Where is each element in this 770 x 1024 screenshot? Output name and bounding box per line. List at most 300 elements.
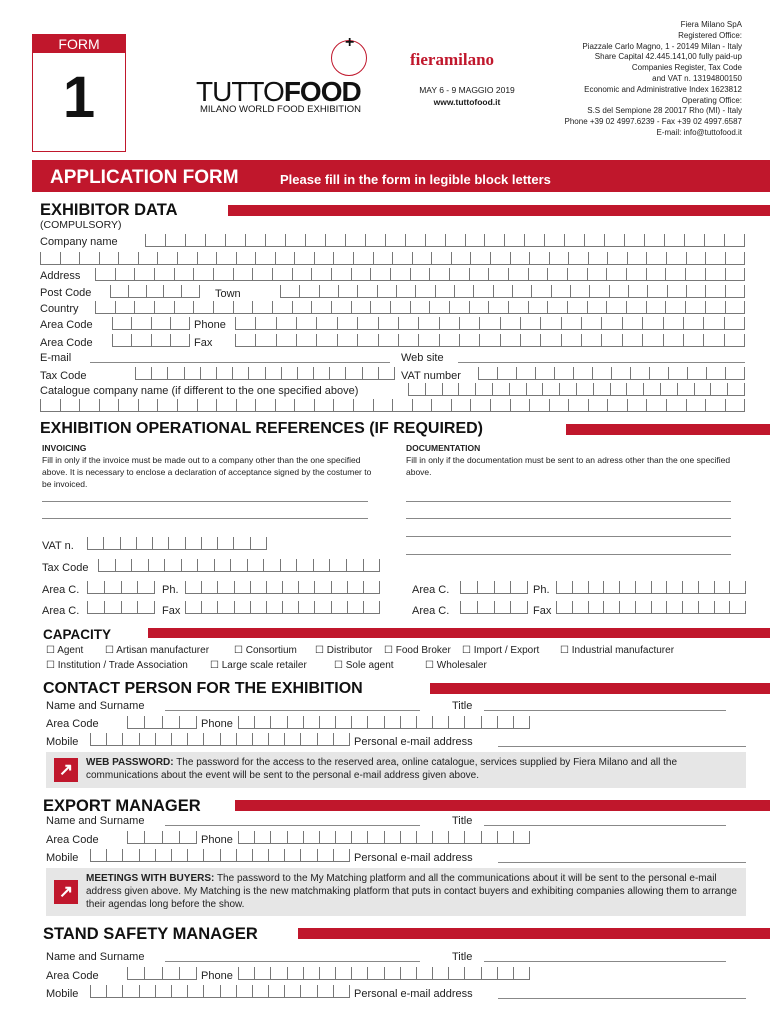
documentation-line-2[interactable] [406,518,731,519]
char-box[interactable] [362,367,378,380]
char-box[interactable] [99,252,119,265]
char-box[interactable] [337,334,357,347]
char-box[interactable] [213,268,233,281]
char-box[interactable] [275,399,295,412]
char-box[interactable] [333,252,353,265]
char-box[interactable] [705,399,725,412]
char-box[interactable] [540,317,560,330]
char-box[interactable] [144,716,161,729]
char-box[interactable] [255,334,275,347]
char-box[interactable] [325,234,345,247]
char-box[interactable] [98,559,115,572]
char-box[interactable] [152,537,168,550]
char-box[interactable] [276,317,296,330]
char-box[interactable] [171,985,187,998]
char-box[interactable] [287,716,303,729]
char-box[interactable] [214,559,231,572]
char-box[interactable] [619,601,635,614]
char-box[interactable] [370,268,390,281]
char-box[interactable] [682,601,698,614]
char-box[interactable] [370,301,390,314]
char-box[interactable] [415,285,434,298]
char-box[interactable] [179,716,197,729]
char-box[interactable] [87,581,104,594]
char-box[interactable] [724,317,745,330]
char-box[interactable] [181,559,198,572]
char-box[interactable] [416,967,432,980]
char-box[interactable] [134,301,154,314]
char-box[interactable] [179,831,197,844]
char-box[interactable] [694,383,711,396]
char-box[interactable] [601,317,621,330]
char-box[interactable] [331,581,347,594]
char-box[interactable] [567,301,587,314]
char-box[interactable] [329,367,345,380]
char-box[interactable] [416,831,432,844]
char-box[interactable] [335,831,351,844]
char-box[interactable] [127,967,144,980]
char-box[interactable] [384,967,400,980]
char-box[interactable] [137,601,155,614]
char-box[interactable] [526,383,543,396]
char-box[interactable] [285,234,305,247]
char-box[interactable] [646,399,666,412]
char-box[interactable] [642,317,662,330]
char-box[interactable] [549,399,569,412]
char-box[interactable] [234,601,250,614]
char-box[interactable] [128,285,146,298]
char-box[interactable] [238,967,254,980]
char-box[interactable] [484,234,504,247]
char-box[interactable] [185,234,205,247]
char-box[interactable] [665,268,685,281]
char-box[interactable] [236,252,256,265]
char-box[interactable] [385,234,405,247]
char-box[interactable] [425,234,445,247]
char-box[interactable] [347,581,363,594]
char-box[interactable] [338,285,357,298]
char-box[interactable] [490,252,510,265]
char-box[interactable] [643,383,660,396]
char-box[interactable] [252,268,272,281]
capacity-industrial[interactable]: ☐ Industrial manufacturer [560,645,675,656]
char-box[interactable] [524,234,544,247]
doc-ph-input[interactable] [556,581,746,594]
char-box[interactable] [106,849,122,862]
char-box[interactable] [357,285,376,298]
char-box[interactable] [481,831,497,844]
char-box[interactable] [642,334,662,347]
char-box[interactable] [373,252,393,265]
char-box[interactable] [724,334,745,347]
char-box[interactable] [429,301,449,314]
char-box[interactable] [252,301,272,314]
char-box[interactable] [431,399,451,412]
char-box[interactable] [162,831,179,844]
char-box[interactable] [300,849,316,862]
country-input[interactable] [95,301,745,314]
char-box[interactable] [296,334,316,347]
char-box[interactable] [170,317,190,330]
char-box[interactable] [710,383,727,396]
char-box[interactable] [317,849,333,862]
char-box[interactable] [510,581,528,594]
char-box[interactable] [400,967,416,980]
char-box[interactable] [245,234,265,247]
char-box[interactable] [157,399,177,412]
char-box[interactable] [497,967,513,980]
char-box[interactable] [465,234,485,247]
char-box[interactable] [685,301,705,314]
char-box[interactable] [606,268,626,281]
char-box[interactable] [706,367,725,380]
char-box[interactable] [367,831,383,844]
char-box[interactable] [316,317,336,330]
char-box[interactable] [494,601,511,614]
char-box[interactable] [270,831,286,844]
export-phone-input[interactable] [238,831,530,844]
char-box[interactable] [363,601,380,614]
char-box[interactable] [305,234,325,247]
char-box[interactable] [665,301,685,314]
char-box[interactable] [470,252,490,265]
doc-area-c-input[interactable] [460,581,528,594]
char-box[interactable] [346,559,363,572]
contact-email-input[interactable] [498,746,746,747]
char-box[interactable] [185,581,201,594]
char-box[interactable] [280,559,297,572]
inv-area-c-input[interactable] [87,581,155,594]
char-box[interactable] [416,716,432,729]
char-box[interactable] [201,601,217,614]
safety-title-input[interactable] [484,961,726,962]
char-box[interactable] [500,334,520,347]
inv-fax-input[interactable] [185,601,380,614]
char-box[interactable] [205,234,225,247]
char-box[interactable] [284,849,300,862]
char-box[interactable] [314,581,330,594]
char-box[interactable] [572,581,588,594]
char-box[interactable] [714,581,730,594]
char-box[interactable] [148,559,165,572]
char-box[interactable] [232,367,248,380]
char-box[interactable] [319,716,335,729]
char-box[interactable] [233,537,249,550]
char-box[interactable] [184,367,200,380]
char-box[interactable] [687,367,706,380]
char-box[interactable] [120,537,136,550]
char-box[interactable] [163,285,181,298]
char-box[interactable] [454,285,473,298]
char-box[interactable] [493,285,512,298]
char-box[interactable] [270,967,286,980]
char-box[interactable] [529,252,549,265]
char-box[interactable] [559,383,576,396]
char-box[interactable] [624,234,644,247]
char-box[interactable] [165,234,185,247]
char-box[interactable] [429,268,449,281]
char-box[interactable] [329,559,346,572]
char-box[interactable] [516,367,535,380]
char-box[interactable] [110,285,128,298]
char-box[interactable] [317,733,333,746]
char-box[interactable] [122,733,138,746]
char-box[interactable] [425,383,442,396]
char-box[interactable] [729,601,746,614]
char-box[interactable] [607,252,627,265]
char-box[interactable] [622,317,642,330]
char-box[interactable] [255,252,275,265]
char-box[interactable] [378,334,398,347]
char-box[interactable] [287,831,303,844]
char-box[interactable] [725,252,746,265]
char-box[interactable] [561,317,581,330]
char-box[interactable] [171,733,187,746]
char-box[interactable] [459,334,479,347]
char-box[interactable] [118,252,138,265]
char-box[interactable] [79,399,99,412]
char-box[interactable] [410,301,430,314]
char-box[interactable] [464,967,480,980]
char-box[interactable] [363,559,381,572]
char-box[interactable] [151,317,170,330]
char-box[interactable] [587,268,607,281]
char-box[interactable] [233,301,253,314]
char-box[interactable] [216,367,232,380]
char-box[interactable] [622,334,642,347]
char-box[interactable] [378,367,395,380]
char-box[interactable] [268,985,284,998]
char-box[interactable] [40,252,60,265]
char-box[interactable] [351,268,371,281]
char-box[interactable] [270,716,286,729]
char-box[interactable] [357,317,377,330]
capacity-large-retailer[interactable]: ☐ Large scale retailer [210,660,307,671]
char-box[interactable] [396,285,415,298]
char-box[interactable] [134,268,154,281]
char-box[interactable] [345,367,361,380]
char-box[interactable] [611,367,630,380]
char-box[interactable] [497,716,513,729]
capacity-artisan[interactable]: ☐ Artisan manufacturer [105,645,210,656]
char-box[interactable] [410,268,430,281]
char-box[interactable] [154,301,174,314]
char-box[interactable] [201,537,217,550]
char-box[interactable] [280,285,299,298]
char-box[interactable] [236,733,252,746]
area-code-fax-input[interactable] [112,334,190,347]
char-box[interactable] [604,234,624,247]
export-area-code-input[interactable] [127,831,197,844]
char-box[interactable] [154,268,174,281]
address-input[interactable] [95,268,745,281]
char-box[interactable] [298,601,314,614]
char-box[interactable] [666,252,686,265]
char-box[interactable] [576,383,593,396]
char-box[interactable] [431,252,451,265]
char-box[interactable] [477,581,494,594]
safety-name-input[interactable] [165,961,420,962]
char-box[interactable] [146,285,164,298]
char-box[interactable] [587,301,607,314]
char-box[interactable] [663,334,683,347]
char-box[interactable] [121,601,138,614]
char-box[interactable] [235,334,255,347]
char-box[interactable] [131,317,150,330]
char-box[interactable] [725,268,746,281]
char-box[interactable] [115,301,135,314]
capacity-distributor[interactable]: ☐ Distributor [315,645,373,656]
char-box[interactable] [276,334,296,347]
company-name-input-line2[interactable] [40,252,745,265]
char-box[interactable] [408,383,425,396]
contact-title-input[interactable] [484,710,726,711]
char-box[interactable] [331,268,351,281]
char-box[interactable] [247,559,264,572]
char-box[interactable] [556,601,572,614]
char-box[interactable] [490,399,510,412]
char-box[interactable] [392,252,412,265]
char-box[interactable] [646,301,666,314]
char-box[interactable] [122,849,138,862]
char-box[interactable] [593,383,610,396]
char-box[interactable] [317,985,333,998]
char-box[interactable] [554,367,573,380]
char-box[interactable] [216,252,236,265]
char-box[interactable] [106,985,122,998]
char-box[interactable] [234,581,250,594]
char-box[interactable] [299,285,318,298]
char-box[interactable] [547,301,567,314]
char-box[interactable] [470,399,490,412]
char-box[interactable] [168,537,184,550]
char-box[interactable] [353,252,373,265]
char-box[interactable] [667,285,686,298]
char-box[interactable] [333,399,353,412]
char-box[interactable] [230,559,247,572]
char-box[interactable] [704,234,724,247]
char-box[interactable] [220,985,236,998]
char-box[interactable] [459,317,479,330]
char-box[interactable] [139,849,155,862]
char-box[interactable] [714,601,730,614]
char-box[interactable] [627,252,647,265]
char-box[interactable] [664,234,684,247]
char-box[interactable] [294,252,314,265]
char-box[interactable] [95,268,115,281]
char-box[interactable] [412,252,432,265]
char-box[interactable] [481,716,497,729]
char-box[interactable] [139,733,155,746]
char-box[interactable] [497,831,513,844]
catalogue-name-input[interactable] [408,383,745,396]
char-box[interactable] [481,967,497,980]
char-box[interactable] [254,831,270,844]
char-box[interactable] [504,234,524,247]
char-box[interactable] [644,234,664,247]
char-box[interactable] [282,601,298,614]
char-box[interactable] [449,268,469,281]
char-box[interactable] [314,399,334,412]
char-box[interactable] [475,383,492,396]
char-box[interactable] [174,268,194,281]
char-box[interactable] [478,367,497,380]
char-box[interactable] [272,301,292,314]
char-box[interactable] [556,581,572,594]
contact-phone-input[interactable] [238,716,530,729]
char-box[interactable] [666,581,682,594]
char-box[interactable] [570,285,589,298]
char-box[interactable] [263,559,280,572]
char-box[interactable] [170,334,190,347]
char-box[interactable] [216,399,236,412]
char-box[interactable] [508,268,528,281]
char-box[interactable] [705,301,725,314]
char-box[interactable] [292,301,312,314]
char-box[interactable] [377,285,396,298]
safety-phone-input[interactable] [238,967,530,980]
char-box[interactable] [725,301,746,314]
website-link[interactable]: www.tuttofood.it [433,97,501,107]
char-box[interactable] [112,317,131,330]
char-box[interactable] [729,581,746,594]
char-box[interactable] [185,537,201,550]
char-box[interactable] [337,317,357,330]
char-box[interactable] [626,268,646,281]
char-box[interactable] [137,581,155,594]
area-code-input[interactable] [112,317,190,330]
char-box[interactable] [298,581,314,594]
char-box[interactable] [90,733,106,746]
char-box[interactable] [151,334,170,347]
char-box[interactable] [272,268,292,281]
char-box[interactable] [138,399,158,412]
char-box[interactable] [479,334,499,347]
char-box[interactable] [115,559,132,572]
char-box[interactable] [197,252,217,265]
char-box[interactable] [351,967,367,980]
char-box[interactable] [127,716,144,729]
char-box[interactable] [573,367,592,380]
char-box[interactable] [187,849,203,862]
char-box[interactable] [497,367,516,380]
char-box[interactable] [547,268,567,281]
char-box[interactable] [254,716,270,729]
char-box[interactable] [268,733,284,746]
char-box[interactable] [197,399,217,412]
char-box[interactable] [544,234,564,247]
char-box[interactable] [488,301,508,314]
email-input[interactable] [90,362,390,363]
char-box[interactable] [588,581,604,594]
capacity-agent[interactable]: ☐ Agent [46,645,84,656]
char-box[interactable] [252,985,268,998]
char-box[interactable] [464,716,480,729]
char-box[interactable] [135,367,151,380]
char-box[interactable] [235,317,255,330]
documentation-line-1[interactable] [406,501,731,502]
char-box[interactable] [139,985,155,998]
char-box[interactable] [660,383,677,396]
char-box[interactable] [131,559,148,572]
char-box[interactable] [90,849,106,862]
char-box[interactable] [400,831,416,844]
char-box[interactable] [439,334,459,347]
char-box[interactable] [281,367,297,380]
char-box[interactable] [603,581,619,594]
char-box[interactable] [79,252,99,265]
char-box[interactable] [568,399,588,412]
